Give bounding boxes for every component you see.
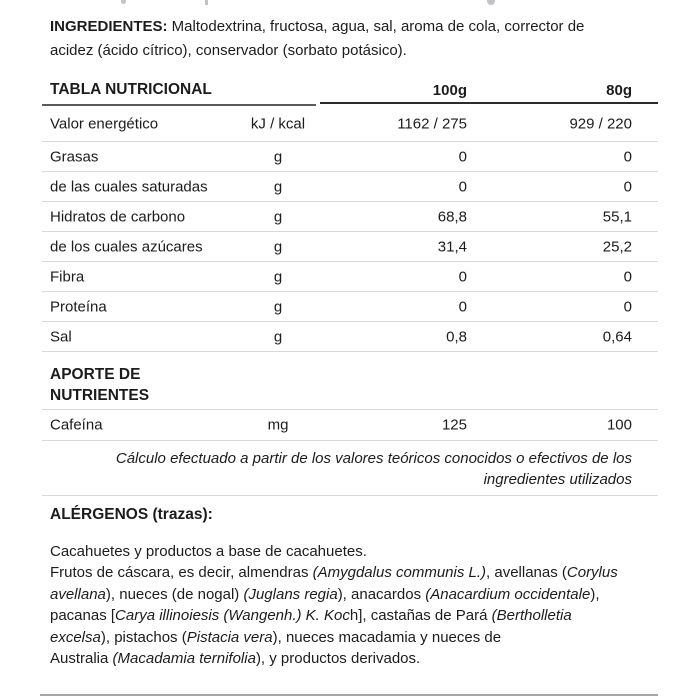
text-run: (Bertholletia: [491, 607, 572, 625]
text-run: INGREDIENTES:: [50, 18, 168, 35]
row-label: Hidratos de carbono: [50, 208, 186, 225]
text-run: ), nueces (de nogal): [105, 585, 244, 603]
table-row-saturated-fat: [42, 172, 658, 202]
text-run: Corylus: [566, 564, 618, 582]
nutrition-table-header: [42, 80, 658, 106]
text-run: , avellanas (: [486, 564, 567, 582]
text-run: ), nueces macadamia y nueces de: [272, 628, 502, 646]
row-value-100g: 125: [441, 416, 467, 434]
row-value-100g: 0: [458, 268, 467, 285]
row-label: Grasas: [50, 148, 99, 165]
text-run: ), pistachos (: [100, 628, 187, 646]
row-value-80g: 0: [623, 148, 632, 165]
table-row-caffeine: [42, 410, 658, 441]
row-unit: kJ / kcal: [250, 115, 306, 132]
text-run: (Juglans regia: [243, 585, 338, 603]
ingredients-paragraph: [50, 15, 656, 62]
row-label: de los cuales azúcares: [50, 238, 203, 255]
top-clipped-text-remnant: [121, 0, 126, 4]
row-label: de las cuales saturadas: [50, 178, 208, 195]
allergens-paragraph: [50, 541, 658, 669]
row-value-80g: 929 / 220: [569, 115, 632, 132]
table-title: TABLA NUTRICIONAL: [50, 81, 212, 98]
nutrition-table: [42, 80, 658, 496]
text-run: (Macadamia ternifolia: [112, 650, 256, 668]
calculation-note: [42, 441, 658, 496]
row-label: Valor energético: [50, 115, 159, 132]
table-row-carbohydrates: [42, 202, 658, 232]
row-label: Sal: [50, 328, 72, 345]
row-unit: g: [273, 268, 283, 285]
text-run: Australia: [50, 650, 113, 668]
row-value-100g: 0: [458, 148, 467, 165]
row-unit: g: [273, 238, 283, 255]
table-row-sugars: [42, 232, 658, 262]
header-underline-right: [320, 102, 658, 104]
row-label: Cafeína: [50, 416, 103, 434]
table-row-energy: [42, 106, 658, 142]
row-unit: g: [273, 178, 283, 195]
row-unit: g: [273, 298, 283, 315]
calculation-note-line2: ingredientes utilizados: [483, 471, 632, 488]
top-clipped-text-remnant: [487, 0, 495, 5]
column-header-80g: 80g: [606, 82, 632, 99]
row-value-80g: 0: [623, 268, 632, 285]
row-value-80g: 25,2: [602, 238, 632, 255]
text-run: pacanas [: [50, 607, 116, 625]
row-label: Proteína: [50, 298, 107, 315]
text-run: (Anacardium occidentale: [425, 585, 591, 603]
row-unit: g: [273, 208, 283, 225]
row-value-100g: 31,4: [437, 238, 467, 255]
row-unit: mg: [267, 416, 289, 434]
text-run: Frutos de cáscara, es decir, almendras: [50, 564, 313, 582]
allergens-section: [50, 506, 658, 669]
allergens-heading: ALÉRGENOS (trazas):: [50, 506, 213, 523]
subheader-line1: APORTE DE: [50, 366, 141, 383]
table-row-protein: [42, 292, 658, 322]
bottom-divider: [40, 694, 658, 696]
row-value-80g: 100: [606, 416, 632, 434]
table-row-salt: [42, 322, 658, 352]
row-value-80g: 0: [623, 178, 632, 195]
text-run: excelsa: [50, 628, 101, 646]
row-value-100g: 0: [458, 298, 467, 315]
top-clipped-text-remnant: [205, 0, 208, 5]
text-run: ),: [590, 585, 600, 603]
row-label: Fibra: [50, 268, 85, 285]
row-value-100g: 0: [458, 178, 467, 195]
text-run: ), anacardos: [337, 585, 426, 603]
row-unit: g: [273, 328, 283, 345]
row-value-100g: 0,8: [446, 328, 467, 345]
text-run: ), y productos derivados.: [255, 650, 421, 668]
row-value-100g: 68,8: [437, 208, 467, 225]
column-header-100g: 100g: [432, 82, 467, 99]
row-value-80g: 0,64: [602, 328, 632, 345]
row-value-80g: 0: [623, 298, 632, 315]
row-value-80g: 55,1: [602, 208, 632, 225]
table-row-fat: [42, 142, 658, 172]
text-run: acidez (ácido cítrico), conservador (sorbato potásico).: [50, 41, 407, 59]
row-value-100g: 1162 / 275: [397, 115, 467, 132]
text-run: Pistacia vera: [186, 628, 273, 646]
row-unit: g: [273, 148, 283, 165]
text-run: Maltodextrina, fructosa, agua, sal, aroma de cola, corrector de: [167, 18, 585, 35]
subheader-line2: NUTRIENTES: [50, 387, 150, 404]
text-run: avellana: [50, 585, 106, 603]
text-run: (Amygdalus communis L.): [312, 564, 487, 582]
nutrients-subheader: [42, 352, 658, 410]
text-run: Carya illinoiesis (Wangenh.) K. Koc: [115, 607, 350, 625]
calculation-note-line1: Cálculo efectuado a partir de los valores teóricos conocidos o efectivos de los: [115, 450, 632, 467]
text-run: h], castañas de Pará: [349, 607, 492, 625]
text-run: Cacahuetes y productos a base de cacahuetes.: [50, 543, 367, 560]
table-row-fiber: [42, 262, 658, 292]
